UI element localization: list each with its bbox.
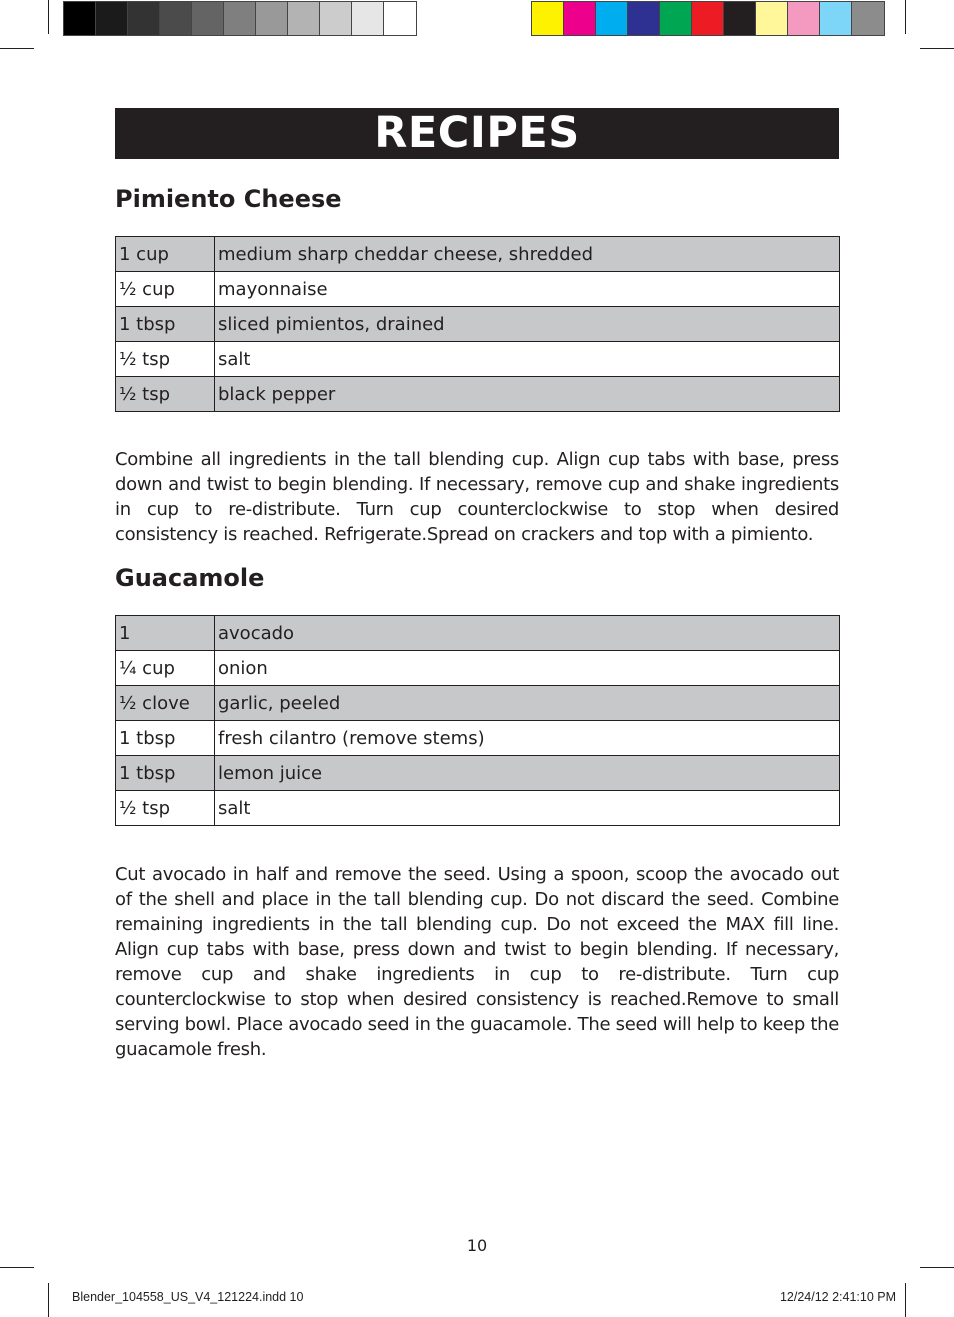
table-row [116,616,840,651]
ingredient-quantity: ½ tsp [116,342,215,377]
color-swatch [256,2,288,35]
color-swatch [852,2,884,35]
ingredient-quantity: ½ clove [116,686,215,721]
ingredient-name: lemon juice [215,756,840,791]
crop-mark [905,0,906,34]
color-swatch [660,2,692,35]
page-title-banner [115,108,839,159]
ingredient-quantity: 1 tbsp [116,307,215,342]
ingredient-quantity: ½ cup [116,272,215,307]
crop-mark [0,48,34,49]
table-row [116,377,840,412]
ingredient-quantity: ½ tsp [116,791,215,826]
table-row [116,686,840,721]
recipe-instructions: Combine all ingredients in the tall blending cup. Align cup tabs with base, press down and twist to begin blending. If necessary, remove cup and shake ingredients in cup to re-distribute. Turn cup counterclockwise to stop when desired consistency is reached. Refrigerate.Spread on crackers and top with a pimiento. [115,449,839,545]
table-row [116,721,840,756]
ingredient-quantity: 1 [116,616,215,651]
ingredient-quantity: ¼ cup [116,651,215,686]
ingredient-name: salt [215,791,840,826]
crop-mark [48,1283,49,1317]
color-swatch [352,2,384,35]
ingredient-name: garlic, peeled [215,686,840,721]
table-row [116,272,840,307]
crop-mark [920,1267,954,1268]
ingredient-quantity: 1 tbsp [116,756,215,791]
ingredient-name: black pepper [215,377,840,412]
ingredient-quantity: 1 tbsp [116,721,215,756]
color-swatch [724,2,756,35]
table-row [116,342,840,377]
crop-mark [0,1267,34,1268]
table-row [116,307,840,342]
color-swatch [564,2,596,35]
ingredient-quantity: ½ tsp [116,377,215,412]
table-row [116,756,840,791]
color-swatch [288,2,320,35]
table-row [116,651,840,686]
ingredient-name: salt [215,342,840,377]
color-swatch [692,2,724,35]
color-swatch [384,2,416,35]
gray-swatch-bar [63,1,417,36]
slug-filename: Blender_104558_US_V4_121224.indd 10 [72,1290,304,1304]
color-swatch [96,2,128,35]
crop-mark [920,48,954,49]
ingredient-name: sliced pimientos, drained [215,307,840,342]
color-swatch [160,2,192,35]
color-swatch [756,2,788,35]
color-swatch [788,2,820,35]
color-swatch [532,2,564,35]
color-swatch [596,2,628,35]
color-swatch [820,2,852,35]
color-swatch [320,2,352,35]
color-swatch [192,2,224,35]
color-swatch [128,2,160,35]
page-number: 10 [466,1236,488,1255]
table-row [116,237,840,272]
recipe-title: Pimiento Cheese [115,185,342,213]
slug-timestamp: 12/24/12 2:41:10 PM [779,1290,896,1304]
recipe-instructions: Cut avocado in half and remove the seed. Using a spoon, scoop the avocado out of the shell and place in the tall blending cup. Do not discard the seed. Combine remaining ingredients in the tall blending cup. Do not exceed the MAX fill line. Align cup tabs with base, press down and twist to begin blending. If necessary, remove cup and shake ingredients in cup to re-distribute. Turn cup counterclockwise to stop when desired consistency is reached.Remove to small serving bowl. Place avocado seed in the guacamole. The seed will help to keep the guacamole fresh. [115,864,840,1060]
ingredient-name: mayonnaise [215,272,840,307]
ingredient-name: avocado [215,616,840,651]
ingredient-table [115,615,840,826]
recipe-title: Guacamole [115,564,265,592]
color-swatch-bar [531,1,885,36]
color-swatch [628,2,660,35]
table-row [116,791,840,826]
crop-mark [48,0,49,34]
ingredient-name: onion [215,651,840,686]
ingredient-table [115,236,840,412]
color-swatch [224,2,256,35]
color-swatch [64,2,96,35]
ingredient-quantity: 1 cup [116,237,215,272]
ingredient-name: medium sharp cheddar cheese, shredded [215,237,840,272]
ingredient-name: fresh cilantro (remove stems) [215,721,840,756]
page-title: RECIPES [374,108,580,158]
crop-mark [905,1283,906,1317]
